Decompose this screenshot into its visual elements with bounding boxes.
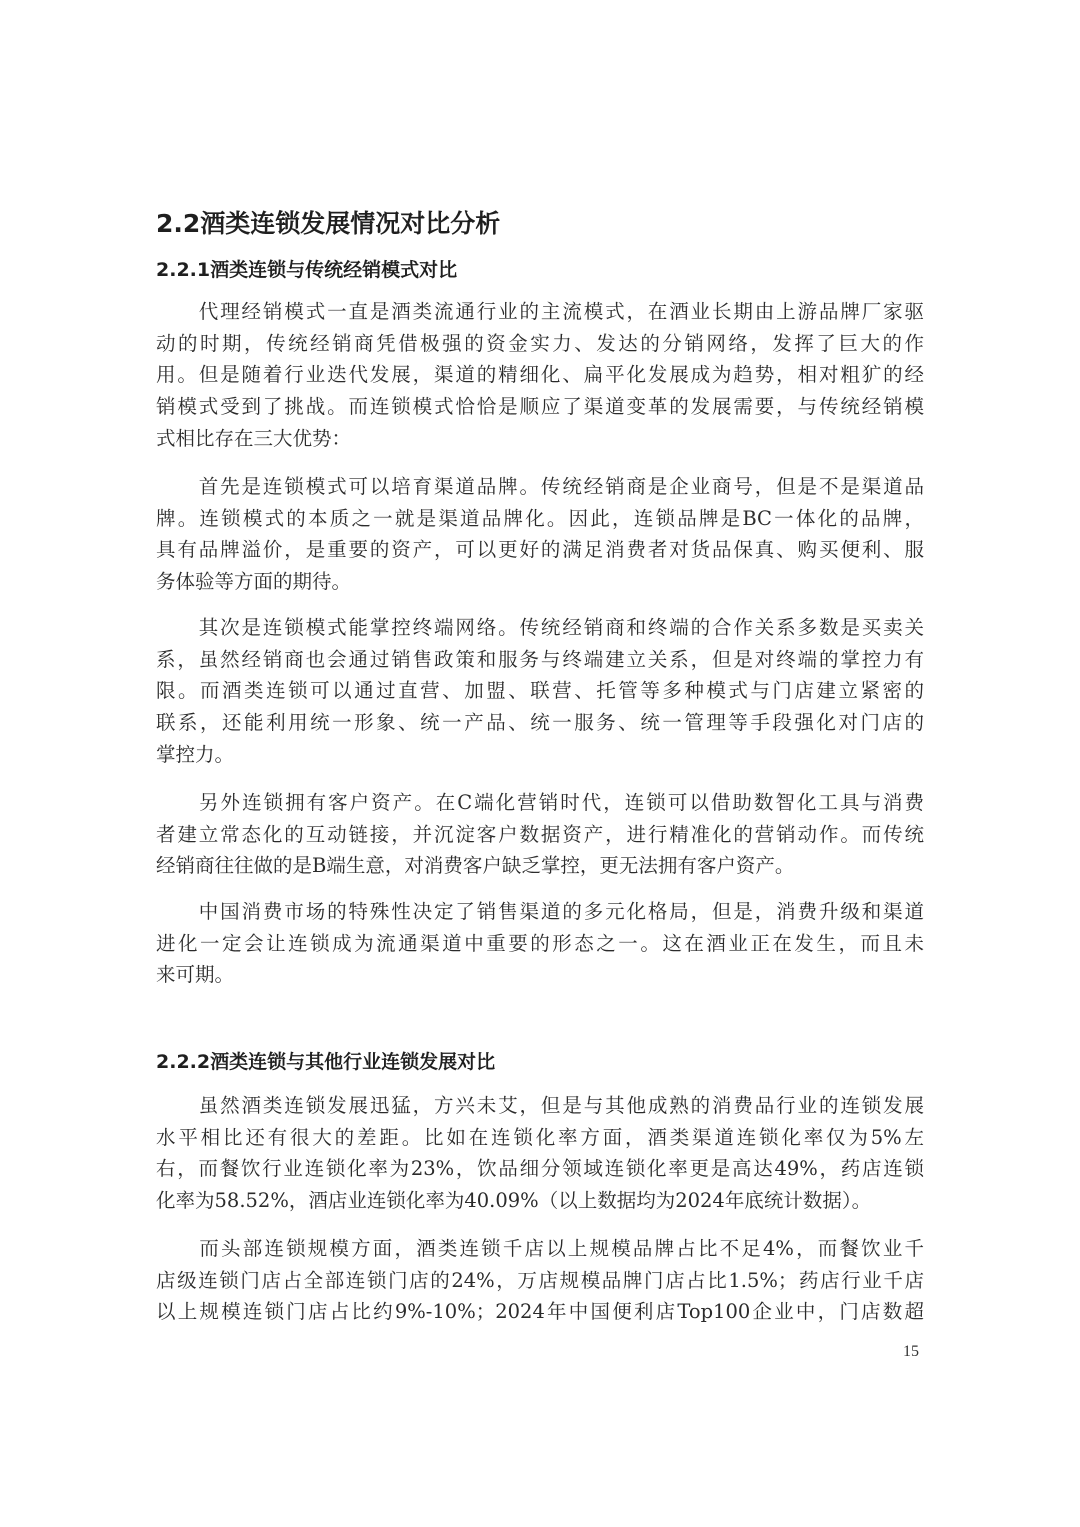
paragraph-5 <box>156 896 924 991</box>
paragraph-6 <box>156 1090 924 1217</box>
text-line: 进化一定会让连锁成为流通渠道中重要的形态之一。这在酒业正在发生，而且未 <box>156 931 924 955</box>
text-line: 者建立常态化的互动链接，并沉淀客户数据资产，进行精准化的营销动作。而传统 <box>156 822 924 846</box>
text-line: 经销商往往做的是B端生意，对消费客户缺乏掌控，更无法拥有客户资产。 <box>156 854 795 878</box>
text-line: 系，虽然经销商也会通过销售政策和服务与终端建立关系，但是对终端的掌控力有 <box>156 647 924 671</box>
paragraph-1 <box>156 296 924 454</box>
text-line: 右，而餐饮行业连锁化率为23%，饮品细分领域连锁化率更是高达49%，药店连锁 <box>156 1157 924 1181</box>
text-line: 另外连锁拥有客户资产。在C端化营销时代，连锁可以借助数智化工具与消费 <box>156 791 924 814</box>
subsection-title-2: 2.2.2酒类连锁与其他行业连锁发展对比 <box>156 1051 496 1073</box>
text-line: 店级连锁门店占全部连锁门店的24%，万店规模品牌门店占比1.5%；药店行业千店 <box>156 1268 924 1292</box>
text-line: 限。而酒类连锁可以通过直营、加盟、联营、托管等多种模式与门店建立紧密的 <box>156 679 924 703</box>
text-line: 虽然酒类连锁发展迅猛，方兴未艾，但是与其他成熟的消费品行业的连锁发展 <box>156 1094 924 1117</box>
text-line: 用。但是随着行业迭代发展，渠道的精细化、扁平化发展成为趋势，相对粗犷的经 <box>156 363 924 387</box>
text-line: 式相比存在三大优势： <box>156 426 352 450</box>
text-line: 掌控力。 <box>156 742 235 766</box>
paragraph-2 <box>156 471 924 598</box>
text-line: 具有品牌溢价，是重要的资产，可以更好的满足消费者对货品保真、购买便利、服 <box>156 538 924 562</box>
text-line: 化率为58.52%，酒店业连锁化率为40.09%（以上数据均为2024年底统计数据）。 <box>156 1189 872 1213</box>
page-number: 15 <box>903 1343 919 1360</box>
text-line: 而头部连锁规模方面，酒类连锁千店以上规模品牌占比不足4%，而餐饮业千 <box>156 1237 924 1260</box>
text-line: 动的时期，传统经销商凭借极强的资金实力、发达的分销网络，发挥了巨大的作 <box>156 331 924 355</box>
text-line: 其次是连锁模式能掌控终端网络。传统经销商和终端的合作关系多数是买卖关 <box>156 616 924 639</box>
text-line: 牌。连锁模式的本质之一就是渠道品牌化。因此，连锁品牌是BC一体化的品牌， <box>156 506 924 530</box>
paragraph-4 <box>156 787 924 882</box>
section-title: 2.2酒类连锁发展情况对比分析 <box>156 209 501 238</box>
paragraph-7 <box>156 1233 924 1328</box>
text-line: 以上规模连锁门店占比约9%-10%；2024年中国便利店Top100企业中，门店数超 <box>156 1300 924 1324</box>
text-line: 中国消费市场的特殊性决定了销售渠道的多元化格局，但是，消费升级和渠道 <box>156 900 924 923</box>
subsection-title-1: 2.2.1酒类连锁与传统经销模式对比 <box>156 259 458 281</box>
text-line: 首先是连锁模式可以培育渠道品牌。传统经销商是企业商号，但是不是渠道品 <box>156 475 924 498</box>
text-line: 来可期。 <box>156 963 235 987</box>
text-line: 代理经销模式一直是酒类流通行业的主流模式，在酒业长期由上游品牌厂家驱 <box>156 300 924 323</box>
text-line: 联系，还能利用统一形象、统一产品、统一服务、统一管理等手段强化对门店的 <box>156 711 924 735</box>
text-line: 水平相比还有很大的差距。比如在连锁化率方面，酒类渠道连锁化率仅为5%左 <box>156 1125 924 1149</box>
paragraph-3 <box>156 612 924 770</box>
text-line: 务体验等方面的期待。 <box>156 570 352 594</box>
text-line: 销模式受到了挑战。而连锁模式恰恰是顺应了渠道变革的发展需要，与传统经销模 <box>156 395 924 419</box>
